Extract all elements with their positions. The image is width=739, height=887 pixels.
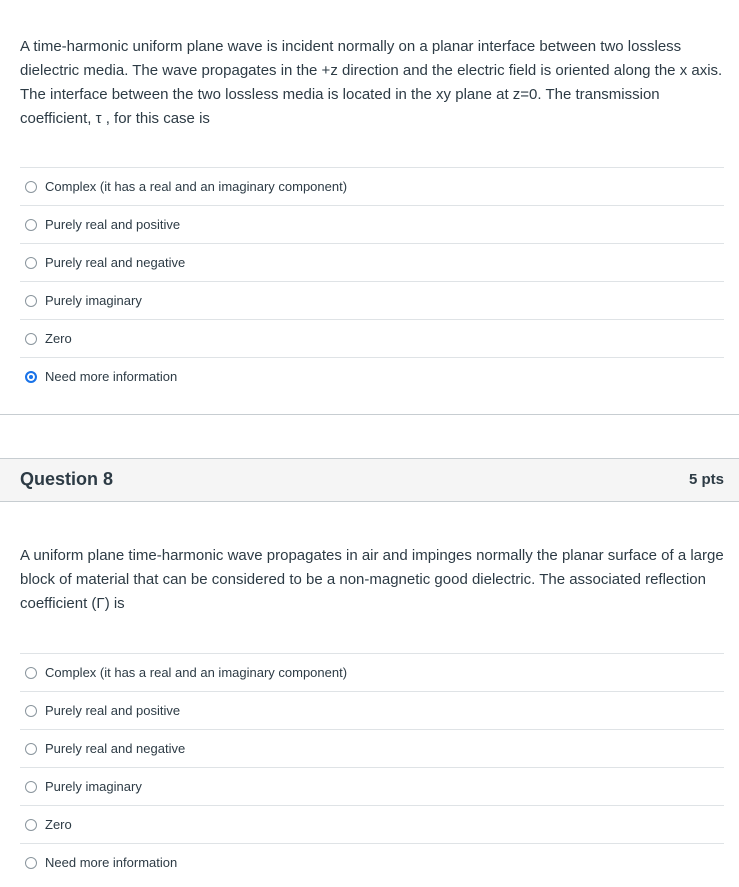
radio-button-selected[interactable] [25,371,37,383]
answer-label[interactable]: Zero [45,331,72,346]
radio-button[interactable] [25,333,37,345]
answer-label[interactable]: Purely real and positive [45,703,181,718]
question-7-answers [20,167,724,395]
answer-label[interactable]: Purely imaginary [45,779,142,794]
answer-option[interactable] [20,843,724,881]
answer-option[interactable] [20,167,724,205]
radio-button[interactable] [25,705,37,717]
radio-button[interactable] [25,819,37,831]
question-8-answers [20,653,724,881]
radio-button[interactable] [25,295,37,307]
answer-option[interactable] [20,243,724,281]
answer-label[interactable]: Complex (it has a real and an imaginary component) [45,179,348,194]
answer-option[interactable] [20,281,724,319]
answer-label[interactable]: Complex (it has a real and an imaginary component) [45,665,348,680]
question-7-text: A time-harmonic uniform plane wave is incident normally on a planar interface between two lossless dielectric media. The wave propagates in the +z direction and the electric field is oriented along the x axis. The interface between the two lossless media is located in the xy plane at z=0. The transmission coefficient, τ , for this case is [20,38,723,127]
answer-label[interactable]: Purely real and positive [45,217,181,232]
answer-label[interactable]: Need more information [45,369,178,384]
question-8-text: A uniform plane time-harmonic wave propagates in air and impinges normally the planar surface of a large block of material that can be considered to be a non-magnetic good dielectric. The associated reflection coefficient (Γ) is [20,547,724,612]
answer-label[interactable]: Zero [45,817,72,832]
radio-button[interactable] [25,781,37,793]
radio-button[interactable] [25,857,37,869]
answer-label[interactable]: Purely imaginary [45,293,142,308]
radio-button[interactable] [25,181,37,193]
answer-option[interactable] [20,805,724,843]
question-points: 5 pts [688,471,724,488]
answer-option[interactable] [20,205,724,243]
answer-option[interactable] [20,729,724,767]
question-title: Question 8 [20,469,114,489]
answer-option[interactable] [20,319,724,357]
radio-button[interactable] [25,219,37,231]
answer-label[interactable]: Purely real and negative [45,741,186,756]
question-divider [0,414,739,415]
answer-label[interactable]: Purely real and negative [45,255,186,270]
answer-option-selected[interactable] [20,357,724,395]
answer-label[interactable]: Need more information [45,855,178,870]
answer-option[interactable] [20,653,724,691]
radio-button[interactable] [25,743,37,755]
radio-button[interactable] [25,257,37,269]
radio-button[interactable] [25,667,37,679]
answer-option[interactable] [20,691,724,729]
question-8-header [0,458,739,502]
answer-option[interactable] [20,767,724,805]
